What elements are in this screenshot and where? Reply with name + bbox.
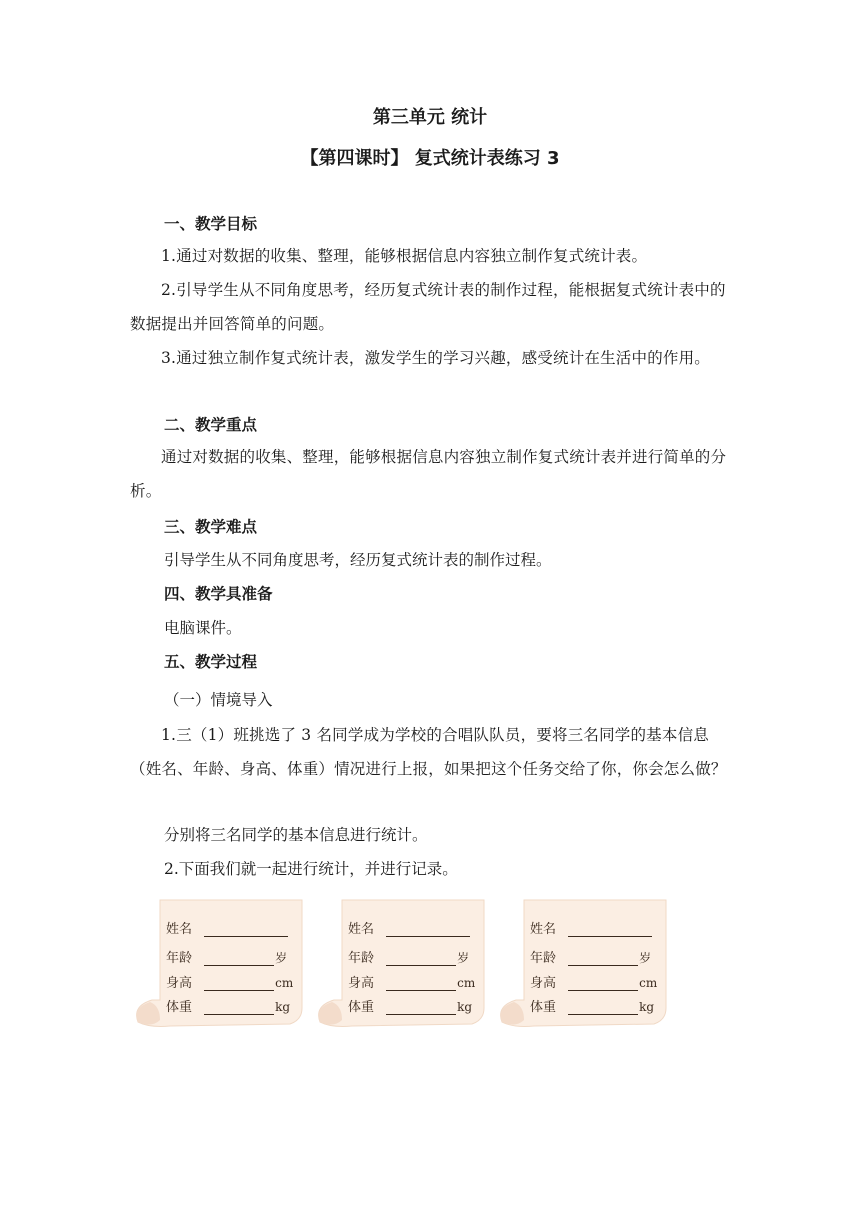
card-age-row (166, 947, 287, 966)
height-unit: cm (275, 976, 294, 990)
card-height-row (530, 972, 657, 991)
age-blank (386, 953, 456, 966)
weight-blank (568, 1002, 638, 1015)
name-blank (204, 924, 288, 937)
weight-unit: kg (275, 1000, 291, 1014)
lesson-title: 【第四课时】 复式统计表练习 3 (300, 148, 560, 169)
weight-blank (386, 1002, 456, 1015)
name-label: 姓名 (530, 922, 557, 937)
age-unit: 岁 (457, 951, 470, 965)
section-heading-materials: 四、教学具准备 (164, 585, 273, 603)
process-paragraph-2: 分别将三名同学的基本信息进行统计。 (164, 826, 428, 844)
height-blank (204, 978, 274, 991)
weight-blank (204, 1002, 274, 1015)
name-label: 姓名 (166, 922, 193, 937)
materials-text: 电脑课件。 (164, 619, 242, 637)
card-weight-row (530, 996, 654, 1015)
weight-label: 体重 (166, 1000, 193, 1015)
height-blank (568, 978, 638, 991)
card-age-row (530, 947, 651, 966)
card-age-row (348, 947, 469, 966)
card-height-row (348, 972, 475, 991)
objective-1: 1.通过对数据的收集、整理，能够根据信息内容独立制作复式统计表。 (161, 247, 648, 265)
info-card-2 (312, 896, 492, 1032)
section-heading-difficulties: 三、教学难点 (164, 518, 258, 536)
age-unit: 岁 (639, 951, 652, 965)
card-weight-row (348, 996, 472, 1015)
weight-unit: kg (457, 1000, 473, 1014)
card-height-row (166, 972, 293, 991)
height-blank (386, 978, 456, 991)
height-unit: cm (457, 976, 476, 990)
card-weight-row (166, 996, 290, 1015)
section-heading-process: 五、教学过程 (164, 653, 258, 671)
age-label: 年龄 (530, 951, 557, 966)
name-blank (386, 924, 470, 937)
section-heading-objectives: 一、教学目标 (164, 215, 258, 233)
card-name-row (348, 918, 470, 937)
name-blank (568, 924, 652, 937)
height-label: 身高 (348, 976, 375, 991)
height-label: 身高 (530, 976, 557, 991)
age-blank (568, 953, 638, 966)
age-label: 年龄 (166, 951, 193, 966)
age-blank (204, 953, 274, 966)
subsection-intro: （一）情境导入 (164, 691, 273, 709)
weight-label: 体重 (530, 1000, 557, 1015)
objective-2: 2.引导学生从不同角度思考，经历复式统计表的制作过程，能根据复式统计表中的数据提出并回答简单的问题。 (130, 281, 726, 333)
info-card-1 (130, 896, 310, 1032)
process-paragraph-3: 2.下面我们就一起进行统计，并进行记录。 (164, 860, 458, 878)
height-label: 身高 (166, 976, 193, 991)
section-heading-key-points: 二、教学重点 (164, 416, 258, 434)
key-point-text: 通过对数据的收集、整理，能够根据信息内容独立制作复式统计表并进行简单的分析。 (130, 448, 727, 500)
process-paragraph-1: 1.三（1）班挑选了 3 名同学成为学校的合唱队队员，要将三名同学的基本信息（姓名、年龄、身高、体重）情况进行上报，如果把这个任务交给了你，你会怎么做？ (130, 726, 727, 778)
objective-3: 3.通过独立制作复式统计表，激发学生的学习兴趣，感受统计在生活中的作用。 (161, 349, 710, 367)
unit-title: 第三单元 统计 (372, 107, 488, 128)
age-label: 年龄 (348, 951, 375, 966)
difficulty-text: 引导学生从不同角度思考，经历复式统计表的制作过程。 (164, 551, 552, 569)
info-card-3 (494, 896, 674, 1032)
name-label: 姓名 (348, 922, 375, 937)
age-unit: 岁 (275, 951, 288, 965)
height-unit: cm (639, 976, 658, 990)
card-name-row (166, 918, 288, 937)
weight-unit: kg (639, 1000, 655, 1014)
weight-label: 体重 (348, 1000, 375, 1015)
card-name-row (530, 918, 652, 937)
